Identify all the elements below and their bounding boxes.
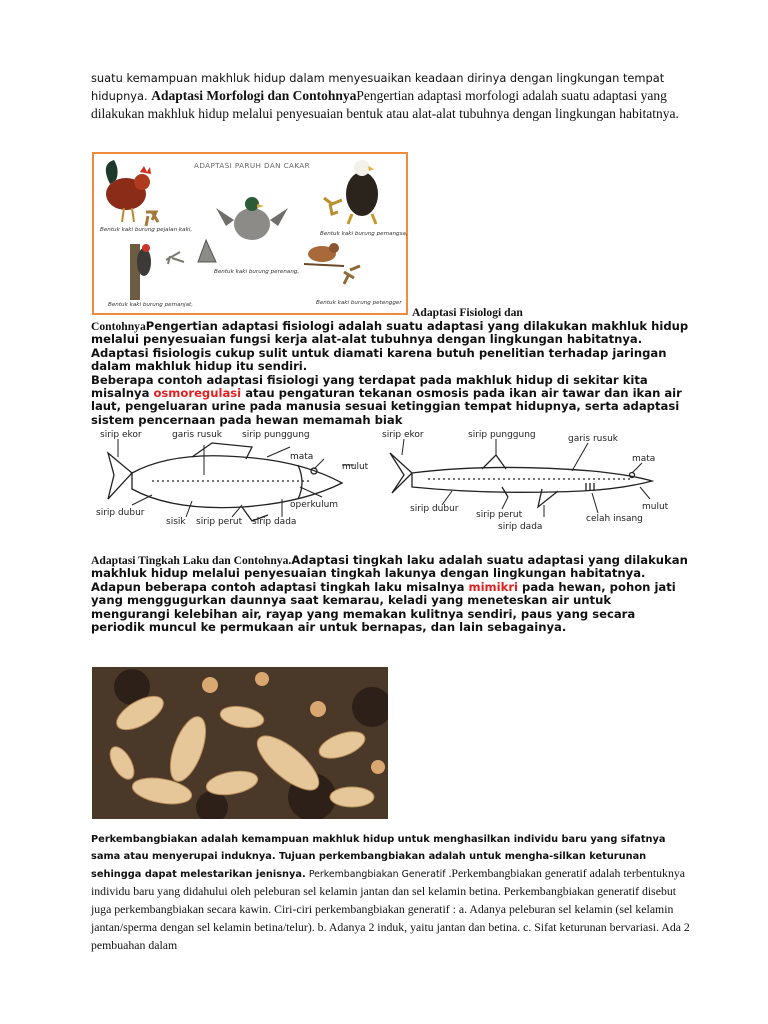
fish-right-mata: mata <box>632 454 656 464</box>
label-percher: Bentuk kaki burung petengger <box>316 300 402 306</box>
duck-image <box>216 197 288 240</box>
intro-text: suatu kemampuan makhluk hidup dalam menyesuaikan keadaan dirinya dengan lingkungan tempat hidupnya. <box>91 71 665 103</box>
fish-left-sirip-ekor: sirip ekor <box>100 430 142 440</box>
fisiologi-definition: Pengertian adaptasi fisiologi adalah suatu adaptasi yang dilakukan makhluk hidup melalui penyesuaian fungsi kerja alat-alat tubuhnya dengan lingkungan habitatnya. <box>91 319 689 347</box>
fisiologi-heading: Contohnya <box>91 320 146 333</box>
shark-drawing <box>390 453 652 507</box>
termite-photo-drawing <box>92 667 388 819</box>
tingkah-laku-examples-a: Adapun beberapa contoh adaptasi tingkah laku misalnya <box>91 579 469 594</box>
label-climber: Bentuk kaki burung pemanjat, <box>108 302 194 308</box>
fish-right-sirip-perut: sirip perut <box>476 510 523 520</box>
tingkah-laku-definition: Adaptasi tingkah laku adalah suatu adaptasi yang dilakukan makhluk hidup melalui penyesuaian tingkah lakunya dengan lingkungan habitatnya. <box>91 553 688 581</box>
webbed-foot <box>198 240 216 262</box>
generatif-body: .Perkembangbiakan generatif adalah terbentuknya individu baru yang didahului oleh peleburan sel kelamin jantan dan sel kelamin betina. Perkembangbiakan generatif disebut juga perkembangbiakan secara kawin. Ciri-ciri perkembangbiakan generatif : a. Adanya peleburan sel kelamin (sel kelamin jantan/sperma dengan sel kelamin betina/telur). b. Adanya 2 induk, yaitu jantan dan betina. c. Sifat keturunan bervariasi. Ada 2 pembuahan dalam <box>91 866 690 952</box>
climbing-foot <box>166 252 184 264</box>
generatif-label: Perkembangbiakan Generatif <box>308 869 446 880</box>
fish-right-sirip-ekor: sirip ekor <box>382 430 424 440</box>
raptor-foot <box>324 198 342 214</box>
morfologi-definition: Pengertian adaptasi morfologi adalah suatu adaptasi yang dilakukan makhluk hidup melalui penyesuaian bentuk atau alat-alat tubuhnya dengan lingkungan habitatnya. <box>91 88 679 121</box>
tingkah-laku-examples-b: pada hewan, pohon jati yang menggugurkan daunnya saat kemarau, keladi yang meneteskan air untuk mengurangi kelebihan air, rayap yang memakan kulitnya sendiri, paus yang secara periodik muncul ke permukaan air untuk bernapas, dan lain sebagainya. <box>91 579 676 635</box>
woodpecker-image <box>130 244 151 300</box>
label-swimmer: Bentuk kaki burung perenang, <box>214 269 300 275</box>
fish-right-sirip-dada: sirip dada <box>498 522 543 532</box>
fish-anatomy-diagram <box>92 425 682 533</box>
fish-right-sirip-dubur: sirip dubur <box>410 504 459 514</box>
label-walking: Bentuk kaki burung pejalan kaki, <box>100 227 193 233</box>
fisiologi-paragraph <box>91 320 691 427</box>
eagle-image <box>346 160 378 224</box>
fish-right-sirip-punggung: sirip punggung <box>468 430 536 440</box>
fisiologi-heading-top: Adaptasi Fisiologi dan <box>412 306 523 319</box>
fish-left-garis-rusuk: garis rusuk <box>172 430 222 440</box>
mimikri-highlight: mimikri <box>468 579 519 594</box>
tingkah-laku-paragraph <box>91 554 691 634</box>
perching-bird-image <box>304 243 344 266</box>
morfologi-heading: Adaptasi Morfologi dan Contohnya <box>151 88 357 103</box>
fish-left-sisik: sisik <box>166 517 186 527</box>
fisiologi-examples-b: atau pengaturan tekanan osmosis pada ikan air tawar dan ikan air laut, pengeluaran urine pada manusia sesuai ketinggian tempat hidupnya, serta adaptasi sistem pencernaan pada hewan memamah biak <box>91 386 682 427</box>
walking-foot <box>146 212 158 226</box>
fish-right-garis-rusuk: garis rusuk <box>568 434 618 444</box>
label-raptor: Bentuk kaki burung pemangsa, <box>320 231 408 237</box>
perkembangbiakan-paragraph <box>91 831 691 955</box>
tingkah-laku-heading: Adaptasi Tingkah Laku dan Contohnya. <box>91 554 292 567</box>
perkembangbiakan-bold: Perkembangbiakan adalah kemampuan makhluk hidup untuk menghasilkan individu baru yang sifatnya sama atau menyerupai induknya. Tujuan perkembangbiakan adalah untuk mengha-silkan keturunan sehingga dapat melestarikan jenisnya. <box>91 834 666 880</box>
fish-left-operkulum: operkulum <box>290 500 339 510</box>
fish-left-sirip-perut: sirip perut <box>196 517 243 527</box>
fish-right-mulut: mulut <box>642 502 669 512</box>
fish-left-sirip-dubur: sirip dubur <box>96 508 145 518</box>
fisiologi-examples-a: Beberapa contoh adaptasi fisiologi yang terdapat pada makhluk hidup di sekitar kita misalnya <box>91 372 648 401</box>
fish-left-mulut: mulut <box>342 462 369 472</box>
fisiologi-difficulty: Adaptasi fisiologis cukup sulit untuk diamati karena butuh penelitian terhadap jaringan dalam makhluk hidup itu sendiri. <box>91 345 667 374</box>
osmoregulasi-highlight: osmoregulasi <box>153 386 242 401</box>
perching-foot <box>344 266 360 284</box>
fish-right-celah-insang: celah insang <box>586 514 643 524</box>
figure-caption: ADAPTASI PARUH DAN CAKAR <box>194 161 311 170</box>
intro-paragraph <box>91 70 681 123</box>
adaptasi-paruh-cakar-figure <box>92 152 408 315</box>
termite-photo <box>92 667 388 819</box>
fish-left-mata: mata <box>290 452 314 462</box>
fish-left-sirip-punggung: sirip punggung <box>242 430 310 440</box>
fish-left-sirip-dada: sirip dada <box>252 517 297 527</box>
rooster-image <box>106 160 151 222</box>
